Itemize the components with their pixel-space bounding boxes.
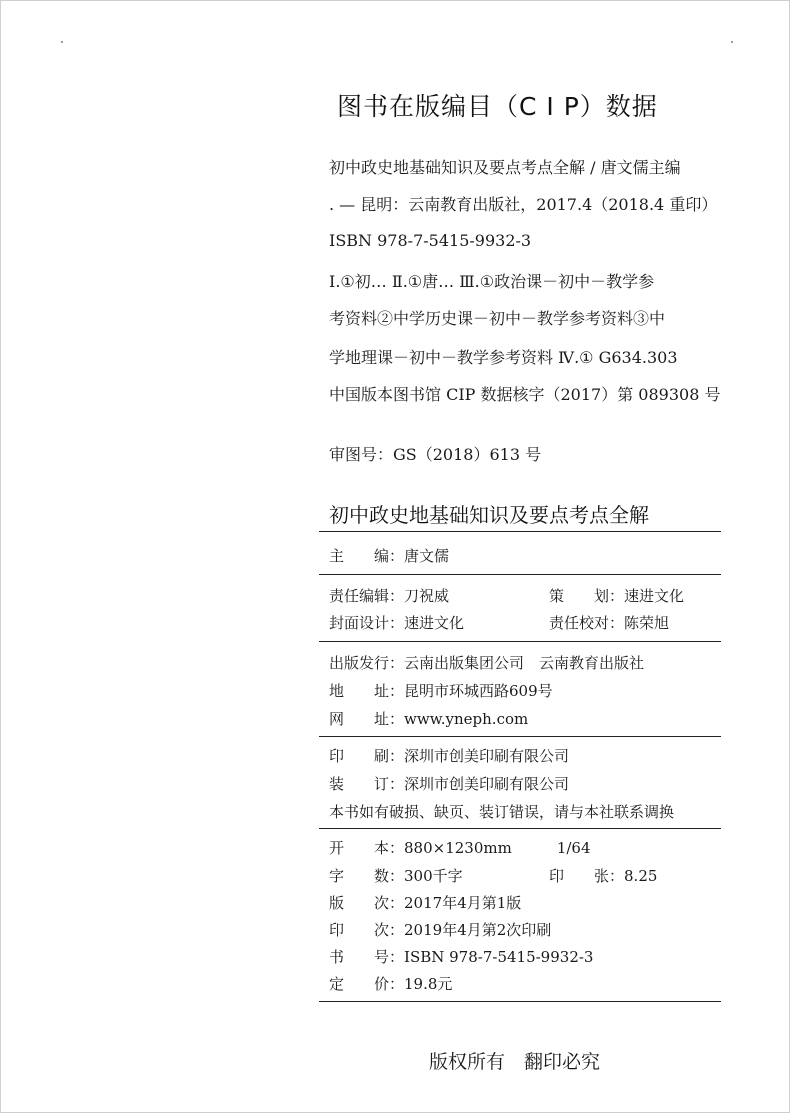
- scan-speck: [61, 41, 63, 43]
- address-label: 地 址：: [329, 682, 405, 700]
- cip-line: 初中政史地基础知识及要点考点全解 / 唐文儒主编: [329, 158, 681, 177]
- impression-label: 印 次：: [329, 921, 405, 939]
- planning-label: 策 划：: [549, 587, 625, 605]
- isbn-label: 书 号：: [329, 948, 405, 966]
- address-value: 昆明市环城西路609号: [404, 682, 553, 700]
- review-number: 审图号：GS（2018）613 号: [329, 445, 542, 464]
- cip-line: Ⅰ.①初… Ⅱ.①唐… Ⅲ.①政治课－初中－教学参: [329, 272, 655, 291]
- proof-value: 陈荣旭: [624, 614, 670, 632]
- resp-editor-row: [329, 585, 449, 606]
- editor-row: [329, 545, 449, 566]
- scan-speck: [731, 41, 733, 43]
- address-row: [329, 680, 553, 701]
- words-value: 300千字: [404, 867, 463, 885]
- website-label: 网 址：: [329, 710, 405, 728]
- divider: [319, 736, 721, 737]
- publisher-row: [329, 652, 644, 673]
- cip-line: 中国版本图书馆 CIP 数据核字（2017）第 089308 号: [329, 385, 721, 404]
- sheets-row: [549, 865, 657, 886]
- format-label: 开 本：: [329, 839, 405, 857]
- divider: [319, 531, 721, 532]
- divider: [319, 641, 721, 642]
- impression-value: 2019年4月第2次印刷: [404, 921, 552, 939]
- editor-value: 唐文儒: [404, 547, 450, 565]
- format-row: [329, 837, 591, 858]
- binder-value: 深圳市创美印刷有限公司: [404, 775, 570, 793]
- price-label: 定 价：: [329, 975, 405, 993]
- notice: 本书如有破损、缺页、装订错误，请与本社联系调换: [329, 803, 675, 821]
- divider: [319, 828, 721, 829]
- cip-line: 学地理课－初中－教学参考资料 Ⅳ.① G634.303: [329, 348, 678, 367]
- cover-row: [329, 612, 464, 633]
- proof-label: 责任校对：: [549, 614, 625, 632]
- divider: [319, 574, 721, 575]
- publisher-label: 出版发行：: [329, 654, 405, 672]
- isbn-value: ISBN 978-7-5415-9932-3: [404, 948, 594, 966]
- price-value: 19.8元: [404, 975, 453, 993]
- isbn-row: [329, 946, 593, 967]
- words-row: [329, 865, 463, 886]
- resp-editor-value: 刀祝威: [404, 587, 450, 605]
- publisher-value: 云南出版集团公司 云南教育出版社: [404, 654, 645, 672]
- printer-value: 深圳市创美印刷有限公司: [404, 747, 570, 765]
- cip-line: ISBN 978-7-5415-9932-3: [329, 231, 532, 250]
- website-row: [329, 708, 528, 729]
- cip-line: 考资料②中学历史课－初中－教学参考资料③中: [329, 309, 666, 328]
- printer-label: 印 刷：: [329, 747, 405, 765]
- edition-value: 2017年4月第1版: [404, 894, 522, 912]
- cover-value: 速进文化: [404, 614, 465, 632]
- cip-line: . — 昆明：云南教育出版社，2017.4（2018.4 重印）: [329, 195, 718, 214]
- format-value: 880×1230mm 1/64: [404, 839, 591, 857]
- resp-editor-label: 责任编辑：: [329, 587, 405, 605]
- price-row: [329, 973, 452, 994]
- editor-label: 主 编：: [329, 547, 405, 565]
- sheets-label: 印 张：: [549, 867, 625, 885]
- edition-row: [329, 892, 521, 913]
- divider: [319, 1001, 721, 1002]
- edition-label: 版 次：: [329, 894, 405, 912]
- website-value: www.yneph.com: [404, 710, 529, 728]
- sheets-value: 8.25: [624, 867, 658, 885]
- cip-title: 图书在版编目（C I P）数据: [337, 92, 658, 121]
- cover-label: 封面设计：: [329, 614, 405, 632]
- impression-row: [329, 919, 551, 940]
- printer-row: [329, 745, 569, 766]
- planning-value: 速进文化: [624, 587, 685, 605]
- book-title: 初中政史地基础知识及要点考点全解: [329, 503, 649, 527]
- words-label: 字 数：: [329, 867, 405, 885]
- binder-label: 装 订：: [329, 775, 405, 793]
- planning-row: [549, 585, 684, 606]
- binder-row: [329, 773, 569, 794]
- proof-row: [549, 612, 669, 633]
- copyright-notice: 版权所有 翻印必究: [429, 1051, 601, 1073]
